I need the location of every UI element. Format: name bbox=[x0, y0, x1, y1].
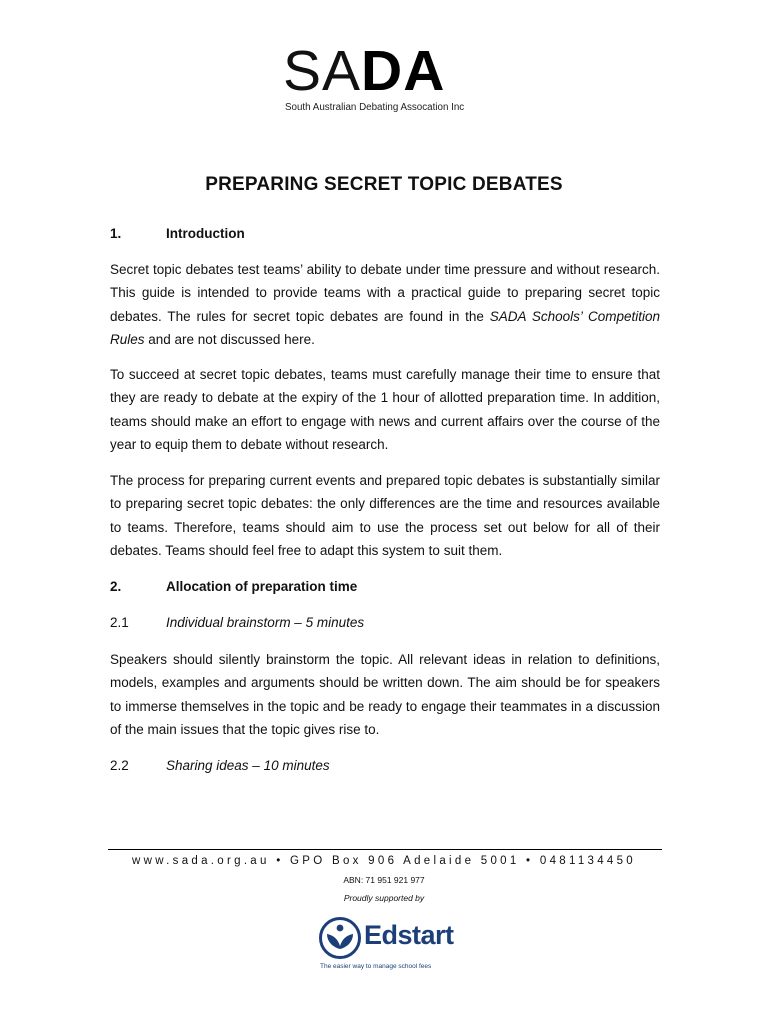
paragraph-brainstorm: Speakers should silently brainstorm the topic. All relevant ideas in relation to definitions, models, examples and arguments should be written down. The aim should be for speakers to immerse themselves in the topic and be ready to engage their teammates in a discussion of the main issues that the topic gives rise to. bbox=[110, 652, 660, 737]
footer-supported-by: Proudly supported by bbox=[343, 893, 425, 903]
section-heading-2 bbox=[110, 579, 357, 594]
subsection-heading-2-1 bbox=[110, 615, 364, 630]
logo-da: DA bbox=[361, 39, 446, 103]
section-title: Introduction bbox=[166, 226, 245, 241]
edstart-tagline: The easier way to manage school fees bbox=[320, 963, 432, 970]
paragraph-intro-1 bbox=[110, 258, 660, 351]
paragraph-intro-2: To succeed at secret topic debates, teams must carefully manage their time to ensure that they are ready to debate at the expiry of the 1 hour of allotted preparation time. In addition, teams should make an effort to engage with news and current affairs over the course of the year to equip them to debate without research. bbox=[110, 367, 660, 452]
paragraph-text: and are not discussed here. bbox=[144, 331, 315, 347]
footer-divider bbox=[108, 849, 662, 850]
subsection-heading-2-2 bbox=[110, 758, 330, 773]
logo-subtitle: South Australian Debating Assocation Inc bbox=[285, 102, 465, 113]
logo-sa: SA bbox=[283, 39, 362, 103]
section-title: Allocation of preparation time bbox=[166, 579, 358, 594]
footer-abn: ABN: 71 951 921 977 bbox=[343, 875, 425, 885]
section-heading-1 bbox=[110, 226, 245, 241]
subsection-number: 2.1 bbox=[110, 615, 129, 630]
edstart-logo bbox=[318, 914, 458, 974]
footer-contact: www.sada.org.au • GPO Box 906 Adelaide 5001 • 0481134450 bbox=[131, 855, 636, 867]
paragraph-text: Secret topic debates test teams’ ability to debate under time pressure and without research. This guide is intended to provide teams with a practical guide to preparing secret topic debates. The rules for secret topic debates are found in the bbox=[110, 262, 660, 324]
logo-wordmark bbox=[283, 38, 445, 104]
edstart-wordmark: Edstart bbox=[364, 920, 454, 950]
rules-reference: SADA Schools’ Competition Rules bbox=[110, 308, 660, 347]
paragraph-intro-3: The process for preparing current events and prepared topic debates is substantially similar to preparing secret topic debates: the only differences are the time and resources available to teams. Therefore, teams should aim to use the process set out below for all of their debates. Teams should feel free to adapt this system to suit them. bbox=[110, 473, 660, 558]
sada-logo bbox=[273, 38, 497, 122]
subsection-title: Individual brainstorm – 5 minutes bbox=[166, 615, 365, 630]
section-number: 2. bbox=[110, 579, 122, 594]
document-title: PREPARING SECRET TOPIC DEBATES bbox=[205, 174, 563, 195]
section-number: 1. bbox=[110, 226, 122, 241]
subsection-number: 2.2 bbox=[110, 758, 129, 773]
edstart-emblem-icon bbox=[318, 916, 362, 960]
subsection-title: Sharing ideas – 10 minutes bbox=[166, 758, 330, 773]
